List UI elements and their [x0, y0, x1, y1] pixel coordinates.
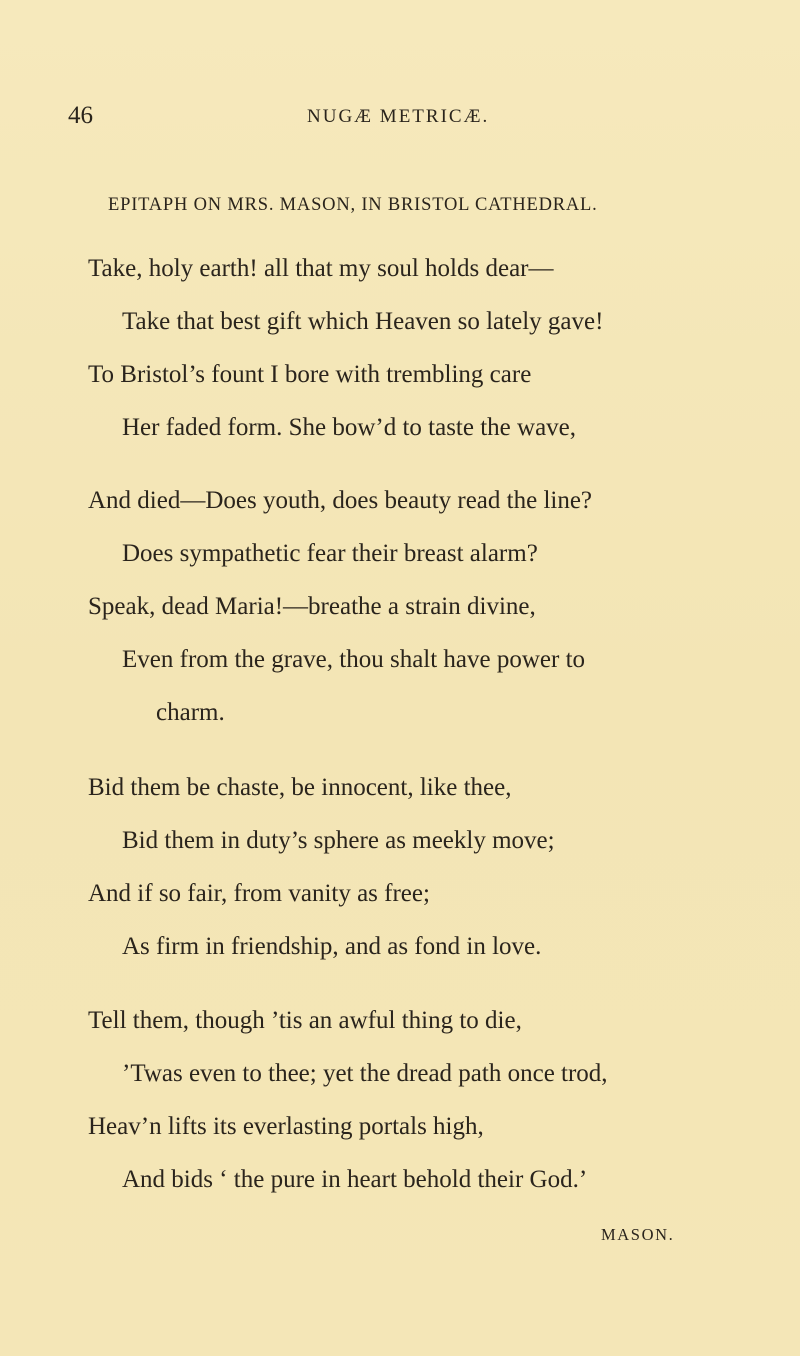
poem-line: And if so fair, from vanity as free;: [88, 880, 430, 907]
poem-line: To Bristol’s fount I bore with trembling care: [88, 361, 532, 388]
author-signature: MASON.: [601, 1225, 675, 1244]
poem-line: Tell them, though ’tis an awful thing to die,: [88, 1007, 522, 1034]
poem-line: Heav’n lifts its everlasting portals high,: [88, 1113, 484, 1140]
poem-line: And bids ‘ the pure in heart behold their God.’: [122, 1166, 588, 1193]
poem-line: Take, holy earth! all that my soul holds dear—: [88, 255, 554, 282]
poem-title: EPITAPH ON MRS. MASON, IN BRISTOL CATHEDRAL.: [108, 195, 598, 215]
poem-line: Does sympathetic fear their breast alarm?: [122, 540, 538, 567]
poem-line: Take that best gift which Heaven so lately gave!: [122, 308, 604, 335]
poem-line: Speak, dead Maria!—breathe a strain divine,: [88, 593, 536, 620]
poem-line: Even from the grave, thou shalt have power to: [122, 646, 586, 673]
poem-line: As firm in friendship, and as fond in love.: [122, 933, 542, 960]
running-title: NUGÆ METRICÆ.: [307, 106, 490, 127]
running-head: [68, 102, 648, 136]
poem-line: ’Twas even to thee; yet the dread path once trod,: [122, 1060, 608, 1087]
poem-line: And died—Does youth, does beauty read the line?: [88, 487, 593, 514]
poem-line: Bid them be chaste, be innocent, like thee,: [88, 774, 512, 801]
page-number: 46: [68, 102, 93, 129]
poem-line: Bid them in duty’s sphere as meekly move;: [122, 827, 555, 854]
poem-line: Her faded form. She bow’d to taste the wave,: [122, 414, 577, 441]
poem-line: charm.: [156, 699, 225, 726]
